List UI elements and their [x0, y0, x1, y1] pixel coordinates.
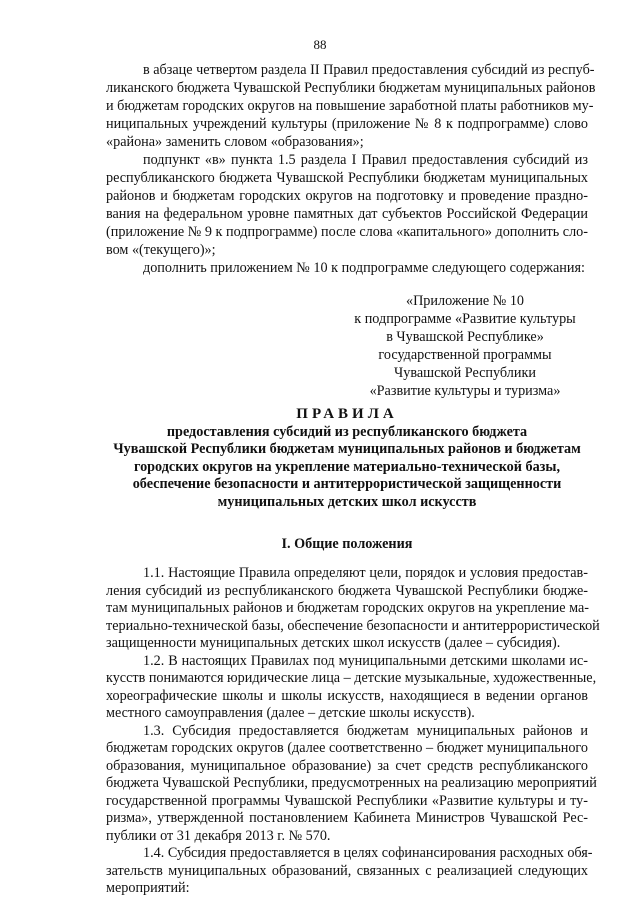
- text-line: 1.3. Субсидия предоставляется бюджетам муниципальных районов и: [143, 722, 588, 739]
- text-line: ления субсидий из республиканского бюджета Чувашской Республики бюдже-: [106, 582, 588, 599]
- appendix-line: «Развитие культуры и туризма»: [369, 383, 561, 399]
- text-line: и бюджетам городских округов на повышение заработной платы работников му-: [106, 98, 594, 114]
- text-line: подпункт «в» пункта 1.5 раздела I Правил предоставления субсидий из: [143, 152, 588, 168]
- text-line: «района» заменить словом «образования»;: [106, 134, 364, 150]
- text-line: ниципальных учреждений культуры (приложение № 8 к подпрограмме) слово: [106, 116, 588, 132]
- subtitle-line: предоставления субсидий из республиканского бюджета: [166, 423, 528, 440]
- document-title: ПРАВИЛА: [296, 406, 398, 422]
- text-line: териально-технической базы, обеспечение безопасности и антитеррористической: [106, 617, 600, 634]
- text-line: публики от 31 декабря 2013 г. № 570.: [106, 827, 331, 844]
- text-line: там муниципальных районов и бюджетам городских округов на укрепление ма-: [106, 600, 590, 616]
- text-line: дополнить приложением № 10 к подпрограмме следующего содержания:: [143, 260, 585, 276]
- text-line: зательств муниципальных образований, связанных с реализацией следующих: [106, 862, 588, 879]
- text-line: ризма», утвержденной постановлением Кабинета Министров Чувашской Рес-: [106, 810, 588, 826]
- text-line: бюджета Чувашской Республики, предусмотренных на реализацию мероприятий: [106, 775, 597, 791]
- text-line: 1.1. Настоящие Правила определяют цели, порядок и условия предостав-: [143, 565, 588, 581]
- subtitle-line: Чувашской Республики бюджетам муниципальных районов и бюджетам: [113, 441, 581, 457]
- appendix-line: государственной программы: [378, 347, 552, 363]
- text-line: образования, муниципальное образование) за счет средств республиканского: [106, 757, 588, 774]
- subtitle-line: обеспечение безопасности и антитеррористической защищенности: [132, 476, 562, 492]
- text-line: вания на федеральном уровне памятных дат субъектов Российской Федерации: [106, 206, 588, 222]
- text-line: республиканского бюджета Чувашской Республики бюджетам муниципальных: [106, 170, 588, 186]
- subtitle-line: муниципальных детских школ искусств: [217, 493, 477, 510]
- appendix-line: к подпрограмме «Развитие культуры: [354, 311, 576, 327]
- text-line: бюджетам городских округов (далее соответственно – бюджет муниципального: [106, 740, 588, 756]
- appendix-line: в Чувашской Республике»: [386, 329, 544, 345]
- text-line: местного самоуправления (далее – детские школы искусств).: [106, 705, 475, 721]
- section-heading: I. Общие положения: [281, 536, 413, 552]
- appendix-line: «Приложение № 10: [405, 293, 525, 309]
- text-line: ликанского бюджета Чувашской Республики бюджетам муниципальных районов: [106, 80, 596, 96]
- text-line: районов и бюджетам городских округов на подготовку и проведение праздно-: [106, 188, 588, 204]
- subtitle-line: городских округов на укрепление материально-технической базы,: [133, 458, 561, 475]
- text-line: мероприятий:: [106, 880, 190, 896]
- text-line: 1.4. Субсидия предоставляется в целях софинансирования расходных обя-: [143, 845, 593, 861]
- text-line: кусств понимаются юридические лица – детские музыкальные, художественные,: [106, 670, 597, 686]
- text-line: защищенности муниципальных детских школ искусств (далее – субсидия).: [106, 635, 561, 651]
- text-line: в абзаце четвертом раздела II Правил предоставления субсидий из респуб-: [143, 62, 595, 78]
- appendix-line: Чувашской Республики: [394, 365, 536, 381]
- text-line: хореографические школы и школы искусств, находящиеся в ведении органов: [106, 687, 588, 704]
- text-line: (приложение № 9 к подпрограмме) после слова «капитального» дополнить сло-: [106, 224, 588, 240]
- text-line: 1.2. В настоящих Правилах под муниципальными детскими школами ис-: [143, 652, 588, 669]
- text-line: вом «(текущего)»;: [106, 242, 216, 258]
- text-line: государственной программы Чувашской Республики «Развитие культуры и ту-: [106, 792, 588, 809]
- page-number: 88: [313, 37, 327, 52]
